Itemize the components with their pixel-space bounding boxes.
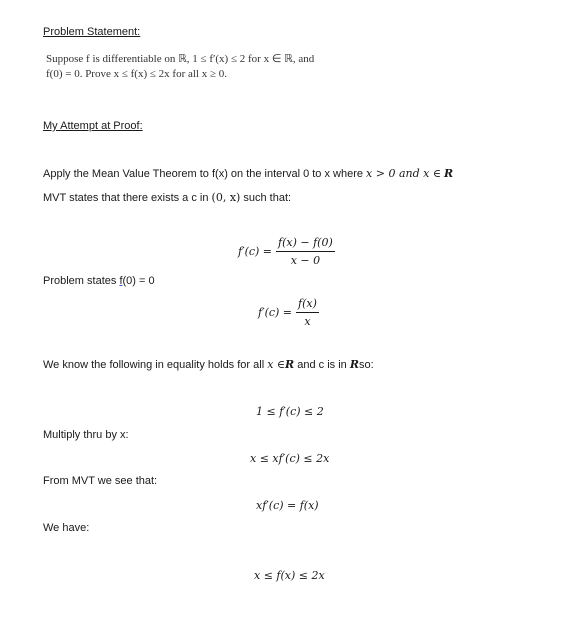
multiply-line: Multiply thru by x: (43, 429, 129, 441)
inequality-intro-line (43, 358, 374, 371)
equation-derivative-bounds: 1 ≤ f′(c) ≤ 2 (256, 405, 324, 418)
mvt-intro-math: x > 0 and x ∈ (366, 167, 441, 180)
f0-line (43, 275, 155, 287)
f0-f: f (119, 275, 123, 287)
mvt-states-text: MVT states that there exists a c in (43, 192, 209, 204)
f0-text: Problem states (43, 275, 117, 287)
mvt-states-line (43, 191, 291, 204)
ineq-reals-2: R (349, 358, 360, 371)
ineq-reals-1: R (285, 358, 295, 371)
problem-line-2: f(0) = 0. Prove x ≤ f(x) ≤ 2x for all x ≥ 0. (46, 68, 228, 80)
we-have-line: We have: (43, 522, 90, 534)
equation-mvt-quotient (238, 236, 335, 267)
eq1-lhs: f′(c) = (238, 245, 273, 258)
f0-value: (0) = 0 (122, 275, 155, 287)
equation-simplified-quotient (258, 297, 319, 328)
equation-multiplied-bounds: x ≤ xf′(c) ≤ 2x (250, 452, 330, 465)
attempt-heading: My Attempt at Proof: (43, 120, 143, 132)
ineq-text-b: and c is in (297, 359, 347, 371)
ineq-text-a: We know the following in equality holds for all (43, 359, 265, 371)
mvt-intro-reals: R (444, 167, 454, 180)
eq2-lhs: f′(c) = (258, 306, 293, 319)
mvt-states-tail: such that: (243, 192, 292, 204)
ineq-text-c: so: (359, 359, 374, 371)
mvt-intro-line (43, 167, 453, 180)
eq1-numerator: f(x) − f(0) (276, 236, 335, 252)
problem-heading: Problem Statement: (43, 26, 141, 38)
problem-line-1: Suppose f is differentiable on ℝ, 1 ≤ f′(x) ≤ 2 for x ∈ ℝ, and (46, 53, 315, 65)
from-mvt-line: From MVT we see that: (43, 475, 158, 487)
ineq-math: x ∈ (267, 358, 286, 371)
mvt-intro-text: Apply the Mean Value Theorem to f(x) on the interval 0 to x where (43, 168, 363, 180)
eq2-denominator: x (304, 315, 311, 328)
equation-conclusion: x ≤ f(x) ≤ 2x (254, 569, 325, 582)
equation-mvt-identity: xf′(c) = f(x) (256, 499, 319, 512)
eq1-fraction (276, 236, 335, 267)
eq2-numerator: f(x) (296, 297, 319, 313)
mvt-states-interval: (0, x) (211, 191, 241, 204)
eq2-fraction (296, 297, 319, 328)
eq1-denominator: x − 0 (290, 254, 321, 267)
